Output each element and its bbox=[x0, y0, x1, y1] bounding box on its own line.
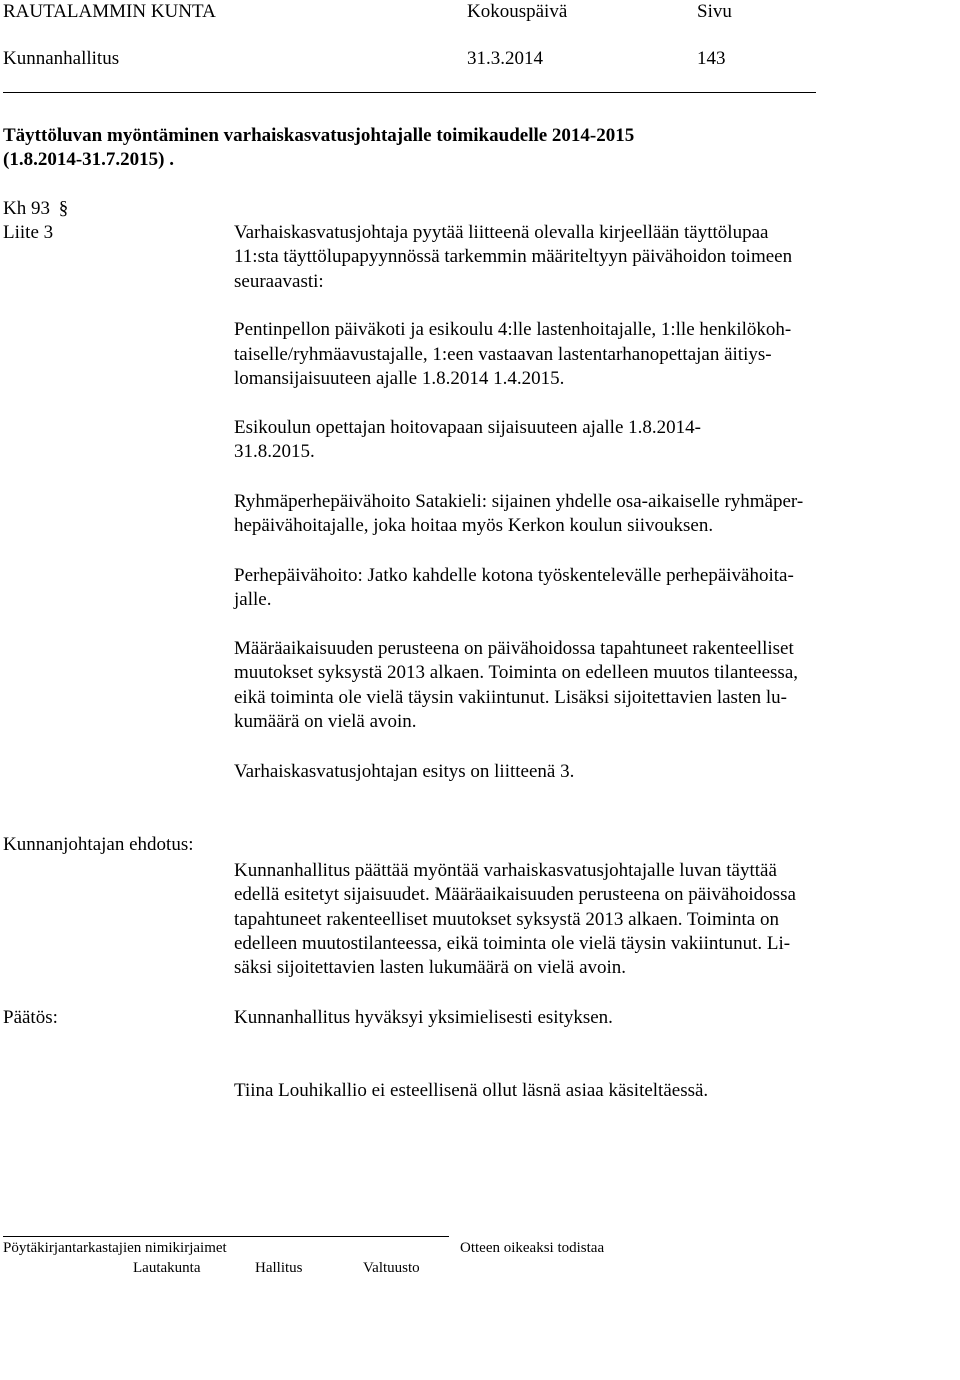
header-date: 31.3.2014 bbox=[467, 48, 543, 69]
header-date-label: Kokouspäivä bbox=[467, 1, 568, 22]
kh-reference bbox=[3, 197, 68, 221]
proposal-line-1: Kunnanhallitus päättää myöntää varhaiskasvatusjohtajalle luvan täyttää bbox=[234, 860, 777, 881]
body-p6-line-3: eikä toiminta ole vielä täysin vakiintunut. Lisäksi sijoitettavien lasten lu- bbox=[234, 687, 787, 708]
body-p3-line-2: 31.8.2015. bbox=[234, 441, 315, 462]
body-p7-line-1: Varhaiskasvatusjohtajan esitys on liitteenä 3. bbox=[234, 761, 575, 782]
header-body: Kunnanhallitus bbox=[3, 48, 120, 69]
recusal-note: Tiina Louhikallio ei esteellisenä ollut läsnä asiaa käsiteltäessä. bbox=[234, 1080, 709, 1101]
kh-number: Kh 93 bbox=[3, 198, 50, 219]
body-p6-line-4: kumäärä on vielä avoin. bbox=[234, 711, 417, 732]
body-p3-line-1: Esikoulun opettajan hoitovapaan sijaisuuteen ajalle 1.8.2014- bbox=[234, 417, 701, 438]
section-sign-icon: § bbox=[58, 198, 69, 219]
proposal-line-3: tapahtuneet rakenteelliset muutokset syksystä 2013 alkaen. Toiminta on bbox=[234, 909, 779, 930]
footer-column-lautakunta: Lautakunta bbox=[133, 1260, 201, 1276]
footer-column-valtuusto: Valtuusto bbox=[363, 1260, 420, 1276]
attachment-reference: Liite 3 bbox=[3, 222, 54, 243]
header-page-label: Sivu bbox=[697, 1, 732, 22]
decision-label: Päätös: bbox=[3, 1007, 58, 1028]
body-p1-line-1: Varhaiskasvatusjohtaja pyytää liitteenä olevalla kirjeellään täyttölupaa bbox=[234, 222, 769, 243]
body-p4-line-2: hepäivähoitajalle, joka hoitaa myös Kerkon koulun siivouksen. bbox=[234, 515, 714, 536]
proposal-line-5: säksi sijoitettavien lasten lukumäärä on vielä avoin. bbox=[234, 957, 627, 978]
header-org: RAUTALAMMIN KUNTA bbox=[3, 1, 216, 22]
footer-column-hallitus: Hallitus bbox=[255, 1260, 303, 1276]
header-rule bbox=[3, 92, 816, 93]
proposal-line-2: edellä esitetyt sijaisuudet. Määräaikaisuuden perusteena on päivähoidossa bbox=[234, 884, 796, 905]
document-title-line-2: (1.8.2014-31.7.2015) . bbox=[3, 149, 174, 170]
body-p5-line-2: jalle. bbox=[234, 589, 272, 610]
document-title-line-1: Täyttöluvan myöntäminen varhaiskasvatusjohtajalle toimikaudelle 2014-2015 bbox=[3, 125, 635, 146]
header-page-number: 143 bbox=[697, 48, 726, 69]
body-p2-line-2: taiselle/ryhmäavustajalle, 1:een vastaavan lastentarhanopettajan äitiys- bbox=[234, 344, 772, 365]
proposal-label: Kunnanjohtajan ehdotus: bbox=[3, 834, 194, 855]
body-p2-line-1: Pentinpellon päiväkoti ja esikoulu 4:lle lastenhoitajalle, 1:lle henkilökoh- bbox=[234, 319, 792, 340]
body-p2-line-3: lomansijaisuuteen ajalle 1.8.2014 1.4.2015. bbox=[234, 368, 565, 389]
body-p1-line-2: 11:sta täyttölupapyynnössä tarkemmin määriteltyyn päivähoidon toimeen bbox=[234, 246, 793, 267]
footer-certified-label: Otteen oikeaksi todistaa bbox=[460, 1240, 605, 1256]
proposal-line-4: edelleen muutostilanteessa, eikä toiminta ole vielä täysin vakiintunut. Li- bbox=[234, 933, 791, 954]
footer-rule bbox=[3, 1236, 449, 1237]
body-p1-line-3: seuraavasti: bbox=[234, 271, 324, 292]
footer-reviewers-label: Pöytäkirjantarkastajien nimikirjaimet bbox=[3, 1240, 227, 1256]
body-p6-line-2: muutokset syksystä 2013 alkaen. Toiminta on edelleen muutos tilanteessa, bbox=[234, 662, 798, 683]
body-p4-line-1: Ryhmäperhepäivähoito Satakieli: sijainen yhdelle osa-aikaiselle ryhmäper- bbox=[234, 491, 804, 512]
decision-text: Kunnanhallitus hyväksyi yksimielisesti esityksen. bbox=[234, 1007, 613, 1028]
body-p6-line-1: Määräaikaisuuden perusteena on päivähoidossa tapahtuneet rakenteelliset bbox=[234, 638, 794, 659]
body-p5-line-1: Perhepäivähoito: Jatko kahdelle kotona työskentelevälle perhepäivähoita- bbox=[234, 565, 794, 586]
